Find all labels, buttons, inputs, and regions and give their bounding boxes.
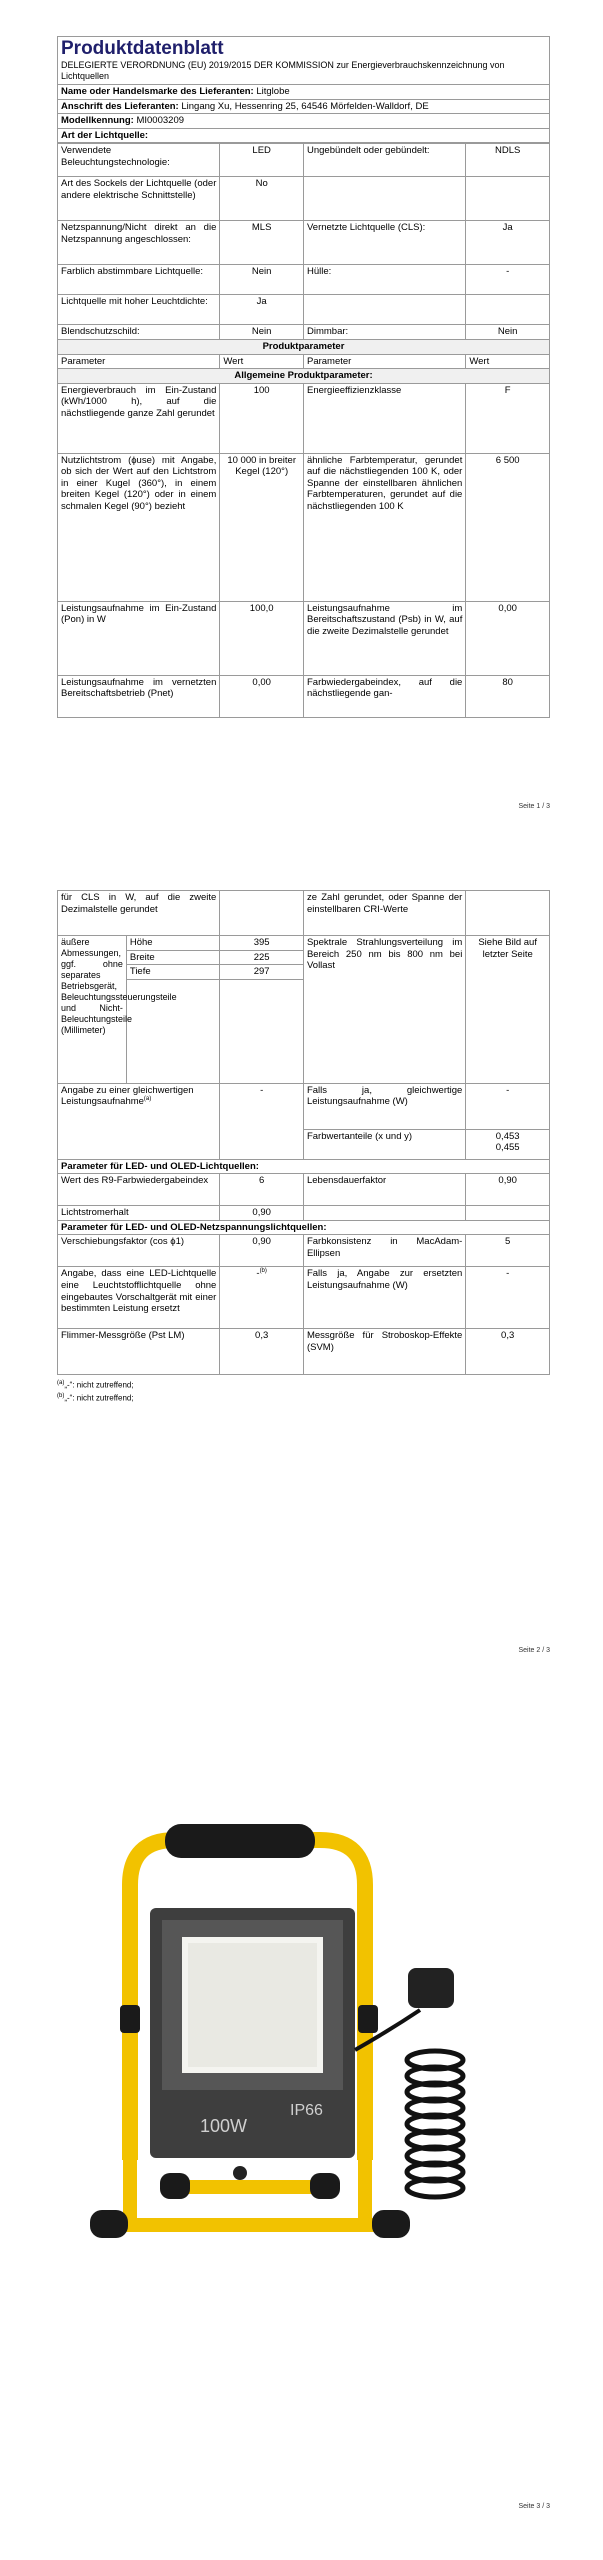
chroma-y: 0,455 — [495, 1142, 520, 1154]
energy-value: 100 — [220, 383, 304, 453]
flux-value: 10 000 in breiter Kegel (120°) — [220, 453, 304, 601]
light-source-table: Verwendete Beleuchtungstechnologie: LED Ungebündelt oder gebündelt: NDLS Art des Sockels der Lichtquelle (oder andere elektrische Schnittstelle) No Netzspannung/Nicht direkt an die Netzspannung angeschlossen: MLS Vernetzte Lichtquelle (CLS): Ja Farblich abstimmbare Lichtquelle: Nein Hülle: - Lichtquelle mit hoher Leuchtdichte: Ja Blendschutzschild: Nein Dimmbar: Nein Produktparameter Parameter Wert Parameter Wert Allgemeine Produktparameter: Energieverbrauch im Ein-Zustand (kWh/1000 h), auf die nächstliegende ganze Zahl gerundet 100 Energieeffizienzklasse F Nutzlichtstrom (ϕuse) mit Angabe, ob sich der Wert auf den Lichtstrom in einer Kugel (360°), in einem breiten Kegel (120°) oder in einem schmalen Kegel (90°) bezieht 10 000 in breiter Kegel (120°) ähnliche Farbtemperatur, gerundet auf die nächstliegenden 100 K, oder Spanne der einstellbaren ähnlichen Farbtemperaturen, gerundet auf die nächstliegenden 100 K 6 500 Leistungsaufnahme im Ein-Zustand (Pon) in W 100,0 Leistungsaufnahme im Bereitschaftszustand (Psb) in W, auf die zweite Dezimalstelle gerundet 0,00 Leistungsaufnahme im vernetzten Bereitschaftsbetrieb (Pnet) 0,00 Farbwiedergabeindex, auf die nächstliegende gan- 80 — [57, 143, 550, 717]
page-title: Produktdatenblatt — [61, 38, 224, 59]
model-row: Modellkennung: MI0003209 — [58, 114, 550, 129]
plug-icon — [408, 1968, 454, 2008]
page-2 — [0, 850, 603, 1690]
page-3 — [0, 1690, 603, 2560]
params-table-continued: für CLS in W, auf die zweite Dezimalstelle gerundet ze Zahl gerundet, oder Spanne der einstellbaren CRI-Werte äußere Abmessungen, ggf. ohne separates Betriebsgerät, Beleuchtungssteuerungsteile und Nicht-Beleuchtungsteile (Millimeter) Höhe 395 Spektrale Strahlungsverteilung im Bereich 250 nm bis 800 nm bei Vollast Siehe Bild auf letzter Seite Breite 225 Tiefe 297 Angabe zu einer gleichwertigen Leistungsaufnahme$^{(a)}$ - Falls ja, gleichwertige Leistungsaufnahme (W) - Farbwertanteile (x und y) 0,453 0,455 Parameter für LED- und OLED-Lichtquellen: Wert des R9-Farbwiedergabeindex 6 Lebensdauerfaktor 0,90 Lichtstromerhalt 0,90 Parameter für LED- und OLED-Netzspannungslichtquellen: Verschiebungsfaktor (cos ϕ1) 0,90 Farbkonsistenz in MacAdam-Ellipsen 5 Angabe, dass eine LED-Lichtquelle eine Leuchtstofflichtquelle ohne eingebautes Vorschaltgerät mit einer bestimmten Leistung ersetzt -$^{(b)}$ Falls ja, Angabe zur ersetzten Leistungsaufnahme (W) - Flimmer-Messgröße (Pst LM) 0,3 Messgröße für Stroboskop-Effekte (SVM) 0,3 — [57, 890, 550, 1375]
params-heading: Produktparameter — [58, 340, 550, 355]
footnotes: $^{(a)}$„-“: nicht zutreffend; $^{(b)}$„-“: nicht zutreffend; — [57, 1380, 134, 1403]
spd-value: Siehe Bild auf letzter Seite — [466, 936, 550, 1084]
eec-value: F — [466, 383, 550, 453]
psb-value: 0,00 — [466, 601, 550, 675]
pon-value: 100,0 — [220, 601, 304, 675]
coiled-cable — [407, 2051, 463, 2197]
pnet-value: 0,00 — [220, 675, 304, 717]
light-source-heading: Art der Lichtquelle: — [58, 128, 550, 143]
led-params-heading: Parameter für LED- und OLED-Lichtquellen: — [58, 1159, 550, 1174]
supplier-name-row: Name oder Handelsmarke des Lieferanten: Litglobe — [58, 85, 550, 100]
supplier-name: Litglobe — [256, 86, 290, 98]
header-table — [57, 36, 550, 143]
regulation-text: DELEGIERTE VERORDNUNG (EU) 2019/2015 DER KOMMISSION zur Energieverbrauchskennzeichnung von Lichtquellen — [61, 60, 505, 82]
floodlight-image — [90, 1790, 530, 2290]
cri-value: 80 — [466, 675, 550, 717]
mains-params-heading: Parameter für LED- und OLED-Netzspannungslichtquellen: — [58, 1220, 550, 1235]
power-label: 100W — [200, 2116, 248, 2136]
supplier-address-row: Anschrift des Lieferanten: Lingang Xu, Hessenring 25, 64546 Mörfelden-Walldorf, DE — [58, 99, 550, 114]
chroma-x: 0,453 — [495, 1130, 520, 1142]
datasheet-page-1 — [57, 36, 550, 718]
supplier-address: Lingang Xu, Hessenring 25, 64546 Mörfelden-Walldorf, DE — [181, 100, 429, 112]
cct-value: 6 500 — [466, 453, 550, 601]
dimensions-label: äußere Abmessungen, ggf. ohne separates Betriebsgerät, Beleuchtungssteuerungsteile und Nicht-Beleuchtungsteile (Millimeter) — [58, 936, 127, 1084]
model-id: MI0003209 — [136, 115, 185, 127]
page-number: Seite 3 / 3 — [518, 2503, 550, 2510]
general-params-heading: Allgemeine Produktparameter: — [58, 369, 550, 384]
page-1 — [0, 0, 603, 850]
ip-label: IP66 — [290, 2102, 323, 2119]
page-number: Seite 2 / 3 — [518, 1647, 550, 1654]
datasheet-page-2 — [57, 890, 550, 1404]
handle-grip — [165, 1824, 315, 1858]
page-number: Seite 1 / 3 — [518, 803, 550, 810]
